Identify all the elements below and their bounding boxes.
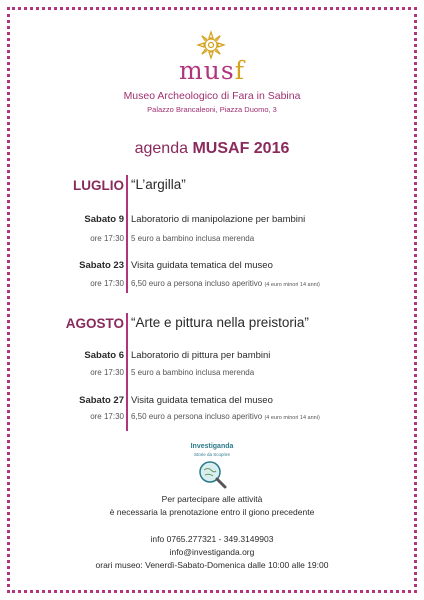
event-time: ore 17:30	[90, 368, 124, 377]
museum-address: Palazzo Brancaleoni, Piazza Duomo, 3	[147, 105, 277, 114]
partner-tagline: Storie da Scoprire	[193, 452, 231, 457]
event-price	[131, 368, 254, 377]
event-time: ore 17:30	[90, 234, 124, 243]
agenda-bold: MUSAF 2016	[192, 140, 290, 157]
event-time: ore 17:30	[90, 412, 124, 421]
event-title: Laboratorio di pittura per bambini	[131, 350, 271, 361]
partner-name: Investiganda	[190, 443, 234, 450]
agenda-prefix: agenda	[134, 140, 188, 157]
event-price-note: (4 euro minori 14 anni)	[264, 415, 320, 421]
event-price-text: 5 euro a bambino inclusa merenda	[131, 234, 255, 243]
event-title: Visita guidata tematica del museo	[131, 395, 273, 406]
event-day: Sabato 9	[84, 214, 124, 225]
event-price	[131, 234, 254, 243]
agenda-title	[0, 140, 424, 158]
museum-hours: orari museo: Venerdì-Sabato-Domenica dalle 10:00 alle 19:00	[95, 560, 329, 570]
contact-email[interactable]: info@investiganda.org	[169, 547, 255, 557]
event-title: Laboratorio di manipolazione per bambini	[131, 214, 306, 225]
brand-f: f	[234, 56, 245, 85]
event-day: Sabato 6	[84, 350, 124, 361]
event-price-text: 5 euro a bambino inclusa merenda	[131, 368, 255, 377]
month-name: AGOSTO	[65, 316, 124, 331]
event-price	[131, 279, 320, 288]
event-price	[131, 412, 320, 421]
event-price-text: 6,50 euro a persona incluso aperitivo	[131, 279, 263, 288]
month-theme: “L’argilla”	[131, 177, 186, 192]
event-time: ore 17:30	[90, 279, 124, 288]
event-price-text: 6,50 euro a persona incluso aperitivo	[131, 412, 263, 421]
month-rule	[126, 313, 128, 431]
month-rule	[126, 175, 128, 293]
event-title: Visita guidata tematica del museo	[131, 260, 273, 271]
contact-phone: info 0765.277321 - 349.3149903	[150, 534, 274, 544]
booking-note-line2: è necessaria la prenotazione entro il giono precedente	[109, 507, 315, 517]
booking-note-line1: Per partecipare alle attività	[161, 494, 263, 504]
brand-mu: mus	[179, 56, 235, 85]
event-day: Sabato 27	[79, 395, 124, 406]
month-theme: “Arte e pittura nella preistoria”	[131, 315, 309, 330]
event-price-note: (4 euro minori 14 anni)	[264, 282, 320, 288]
museum-name: Museo Archeologico di Fara in Sabina	[123, 90, 301, 102]
magnifier-globe-icon	[196, 458, 228, 490]
event-day: Sabato 23	[79, 260, 124, 271]
brand-logo	[0, 56, 424, 85]
month-name: LUGLIO	[73, 178, 124, 193]
